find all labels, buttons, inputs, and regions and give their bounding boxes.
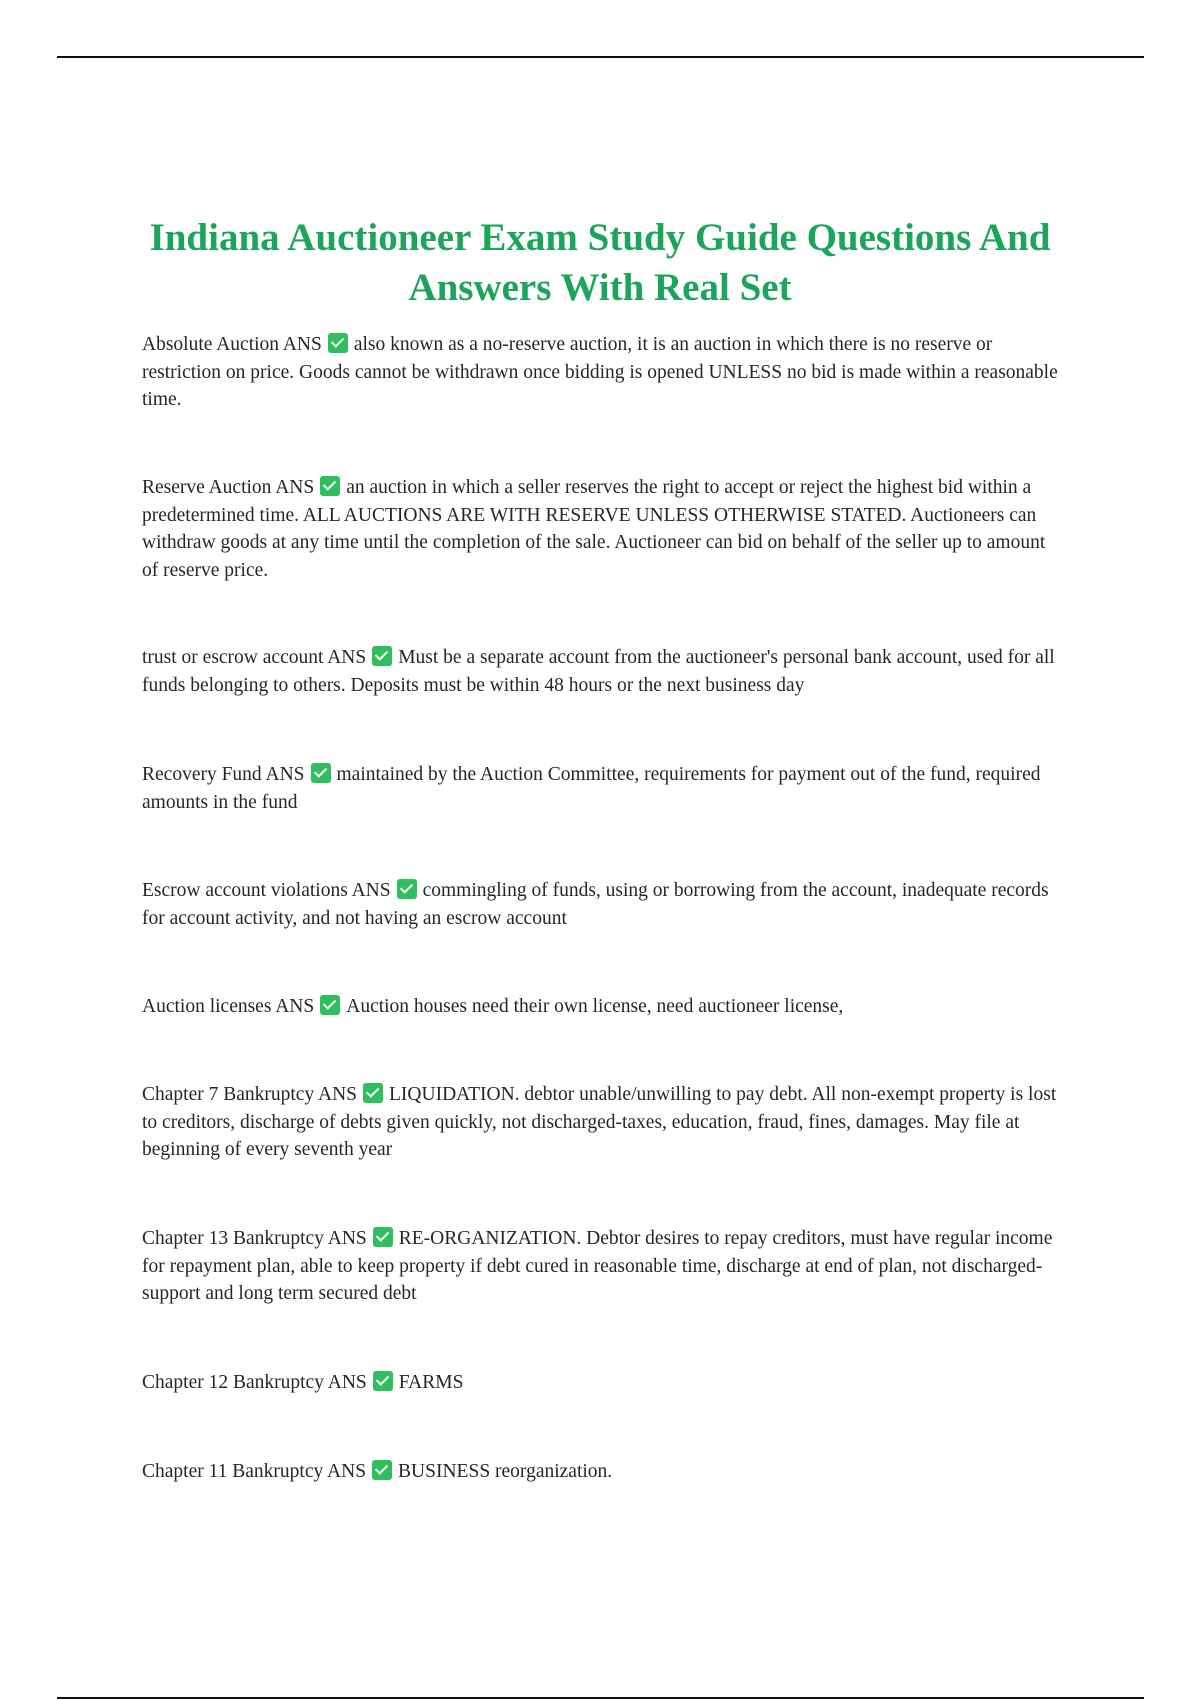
entry-definition: maintained by the Auction Committee, requirements for payment out of the fund, required amounts in the fund xyxy=(142,764,1041,813)
checkmark-icon xyxy=(372,1460,392,1480)
qa-entry xyxy=(142,1369,1062,1397)
qa-entry xyxy=(142,331,1062,414)
top-rule xyxy=(57,56,1144,58)
qa-entry xyxy=(142,1225,1062,1308)
entry-definition: BUSINESS reorganization. xyxy=(398,1461,613,1482)
document-title: Indiana Auctioneer Exam Study Guide Questions And Answers With Real Set xyxy=(149,216,1051,309)
checkmark-icon xyxy=(311,763,331,783)
qa-entry xyxy=(142,644,1062,699)
entry-definition: Must be a separate account from the auctioneer's personal bank account, used for all funds belonging to others. Deposits must be within 48 hours or the next business day xyxy=(142,647,1055,696)
qa-entry xyxy=(142,1081,1062,1164)
checkmark-icon xyxy=(320,476,340,496)
entry-term: Recovery Fund ANS xyxy=(142,764,305,785)
entry-term: trust or escrow account ANS xyxy=(142,647,367,668)
checkmark-icon xyxy=(320,995,340,1015)
checkmark-icon xyxy=(397,879,417,899)
entry-definition: an auction in which a seller reserves the right to accept or reject the highest bid within a predetermined time. ALL AUCTIONS ARE WITH RESERVE UNLESS OTHERWISE STATED. Auctioneers can withdraw goods at any time until the completion of the sale. Auctioneer can bid on behalf of the seller up to amount of reserve price. xyxy=(142,477,1046,581)
entry-definition: RE-ORGANIZATION. Debtor desires to repay creditors, must have regular income for repayment plan, able to keep property if debt cured in reasonable time, discharge at end of plan, not discharged- support and long term secured debt xyxy=(142,1228,1053,1304)
entry-term: Chapter 7 Bankruptcy ANS xyxy=(142,1084,358,1105)
qa-entry xyxy=(142,877,1062,932)
checkmark-icon xyxy=(373,1371,393,1391)
checkmark-icon xyxy=(328,333,348,353)
entry-term: Chapter 11 Bankruptcy ANS xyxy=(142,1461,367,1482)
checkmark-icon xyxy=(372,646,392,666)
qa-entry xyxy=(142,474,1062,584)
entry-definition: FARMS xyxy=(398,1372,464,1393)
qa-entry xyxy=(142,761,1062,816)
entry-definition: also known as a no-reserve auction, it is an auction in which there is no reserve or restriction on price. Goods cannot be withdrawn once bidding is opened UNLESS no bid is made within a reasonable time. xyxy=(142,334,1058,410)
qa-entry xyxy=(142,993,1062,1021)
entry-definition: Auction houses need their own license, need auctioneer license, xyxy=(346,996,844,1017)
checkmark-icon xyxy=(373,1227,393,1247)
entry-definition: commingling of funds, using or borrowing from the account, inadequate records for account activity, and not having an escrow account xyxy=(142,880,1049,929)
entry-term: Auction licenses ANS xyxy=(142,996,315,1017)
entry-term: Escrow account violations ANS xyxy=(142,880,391,901)
bottom-rule xyxy=(57,1697,1144,1699)
entry-term: Absolute Auction ANS xyxy=(142,334,322,355)
entry-term: Reserve Auction ANS xyxy=(142,477,315,498)
checkmark-icon xyxy=(363,1083,383,1103)
entry-term: Chapter 12 Bankruptcy ANS xyxy=(142,1372,367,1393)
qa-entry xyxy=(142,1458,1062,1486)
entry-definition: LIQUIDATION. debtor unable/unwilling to pay debt. All non-exempt property is lost to creditors, discharge of debts given quickly, not discharged-taxes, education, fraud, fines, damages. May file at beginning of every seventh year xyxy=(142,1084,1057,1160)
entry-term: Chapter 13 Bankruptcy ANS xyxy=(142,1228,367,1249)
